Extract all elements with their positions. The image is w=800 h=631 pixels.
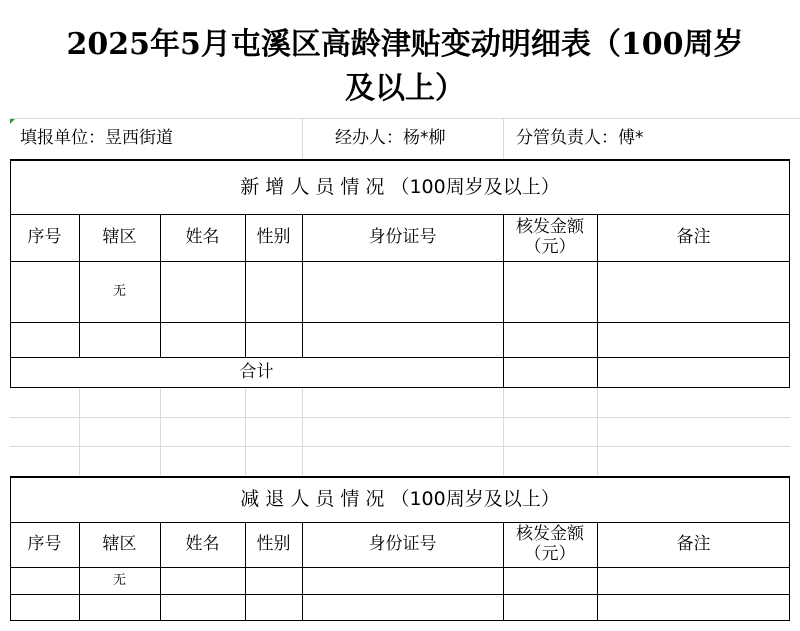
new-header-district: 辖区 [102, 227, 137, 248]
supervisor: 分管负责人：傅* [516, 128, 644, 149]
remove-header-amount: 核发金额（元） [516, 524, 584, 564]
reporting-unit: 填报单位：昱西街道 [20, 128, 173, 149]
remove-header-name: 姓名 [185, 534, 220, 555]
remove-header-seq: 序号 [27, 534, 62, 555]
new-header-id: 身份证号 [368, 227, 437, 248]
handler: 经办人：杨*柳 [335, 128, 446, 149]
remove-section-heading: 减 退 人 员 情 况 （100周岁及以上） [240, 488, 560, 511]
remove-header-district: 辖区 [102, 534, 137, 555]
new-total-label: 合计 [239, 361, 274, 382]
title-line-2: 及以上） [345, 70, 465, 106]
remove-row-1-district: 无 [112, 572, 126, 588]
title-line-1: 2025年5月屯溪区高龄津贴变动明细表（100周岁 [66, 26, 744, 62]
remove-header-id: 身份证号 [368, 534, 437, 555]
remove-header-gender: 性别 [256, 534, 291, 555]
new-header-amount: 核发金额（元） [516, 217, 584, 257]
remove-header-remark: 备注 [676, 534, 711, 555]
new-header-remark: 备注 [676, 227, 711, 248]
new-section-heading: 新 增 人 员 情 况 （100周岁及以上） [240, 175, 560, 198]
new-row-1-district: 无 [112, 283, 126, 299]
new-header-gender: 性别 [256, 227, 291, 248]
new-header-seq: 序号 [27, 227, 62, 248]
new-header-name: 姓名 [185, 227, 220, 248]
